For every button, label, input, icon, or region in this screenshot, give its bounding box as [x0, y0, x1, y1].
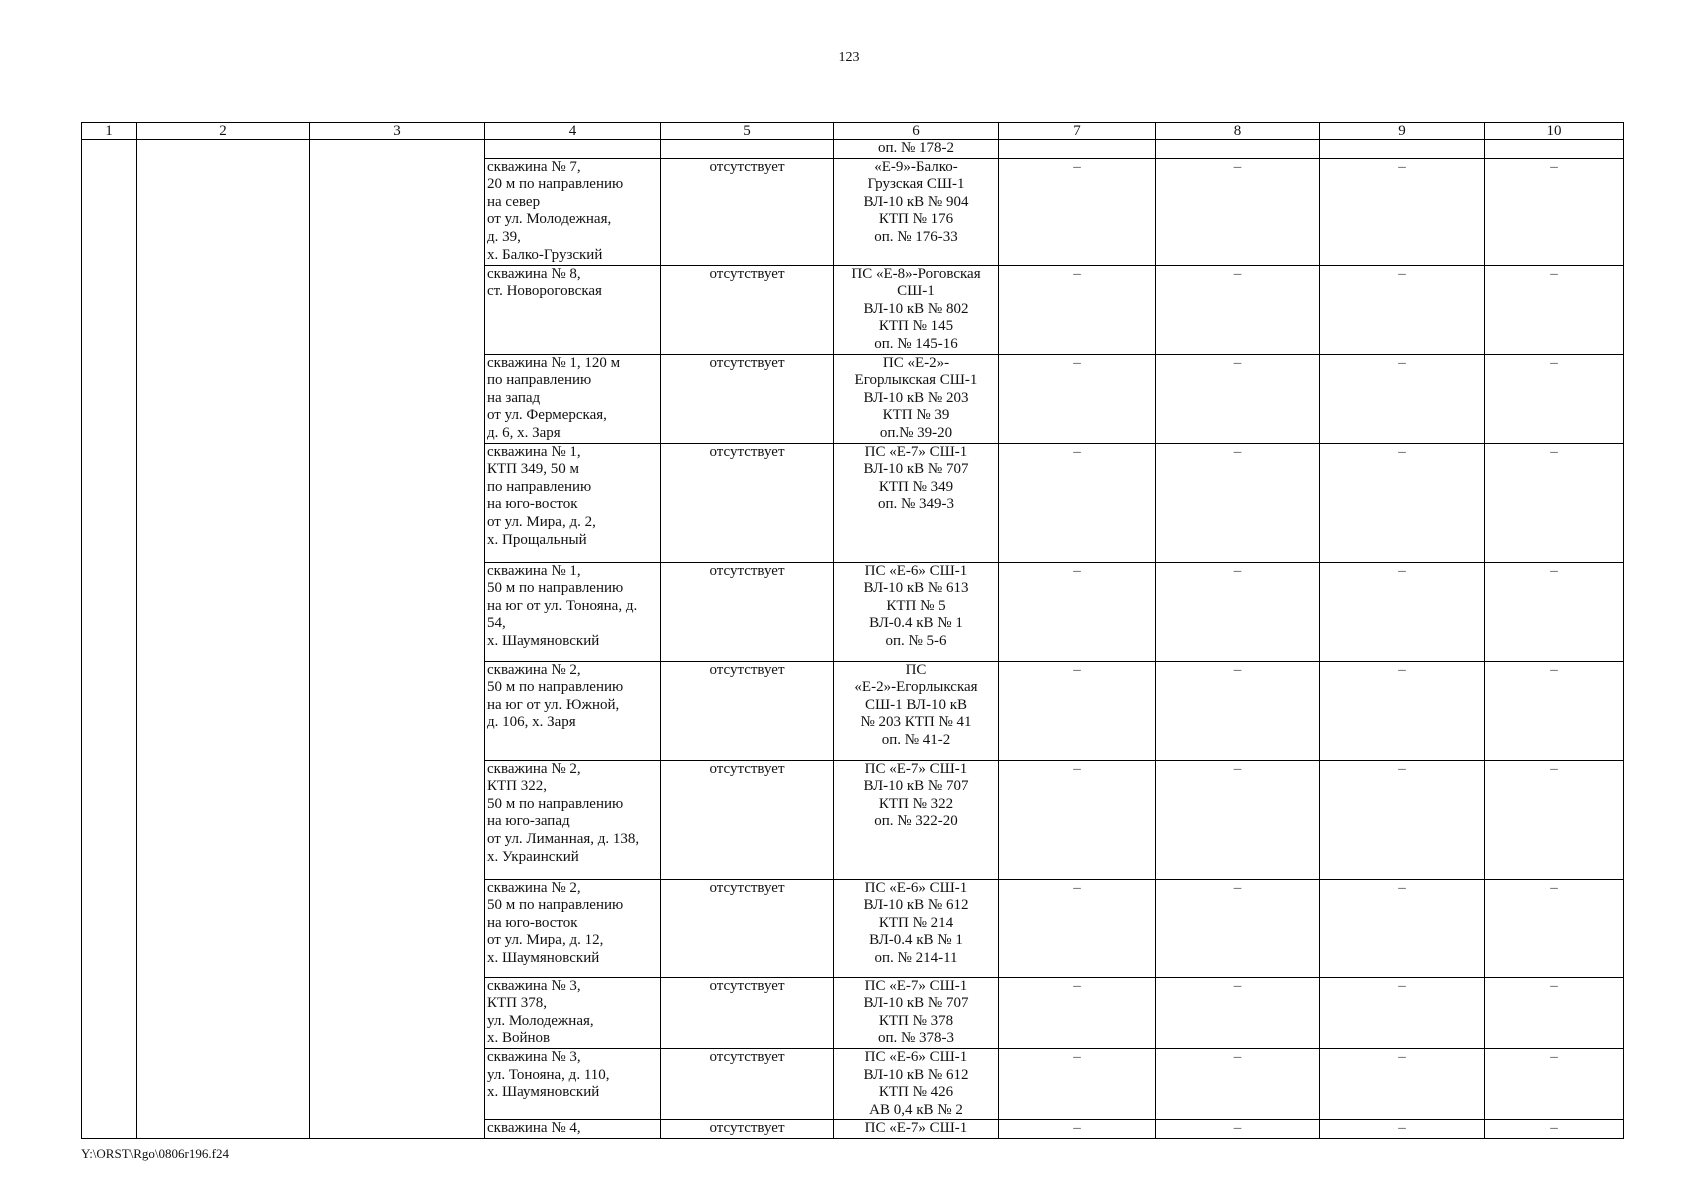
- sanitary-zone: отсутствует: [661, 879, 834, 977]
- cell-col8: –: [1156, 760, 1320, 879]
- power-supply: ПС «Е-8»-Роговская СШ-1 ВЛ-10 кВ № 802 КТП № 145 оп. № 145-16: [834, 265, 999, 354]
- cell-col8: –: [1156, 977, 1320, 1048]
- well-location: скважина № 1, 120 м по направлению на запад от ул. Фермерская, д. 6, х. Заря: [485, 354, 661, 443]
- cell-col10: [1485, 140, 1624, 159]
- cell-col7: [999, 140, 1156, 159]
- well-location: скважина № 8, ст. Новороговская: [485, 265, 661, 354]
- cell-col10: –: [1485, 879, 1624, 977]
- cell-col10: –: [1485, 1048, 1624, 1119]
- cell-col8: –: [1156, 265, 1320, 354]
- cell-col9: –: [1320, 443, 1485, 562]
- cell-col7: –: [999, 661, 1156, 760]
- column-header: 8: [1156, 123, 1320, 140]
- cell-col9: –: [1320, 1048, 1485, 1119]
- cell-col8: –: [1156, 354, 1320, 443]
- cell-col8: –: [1156, 562, 1320, 661]
- power-supply: «Е-9»-Балко- Грузская СШ-1 ВЛ-10 кВ № 904 КТП № 176 оп. № 176-33: [834, 158, 999, 265]
- power-supply: ПС «Е-7» СШ-1 ВЛ-10 кВ № 707 КТП № 349 оп. № 349-3: [834, 443, 999, 562]
- sanitary-zone: отсутствует: [661, 562, 834, 661]
- cell-col7: –: [999, 760, 1156, 879]
- cell-col9: –: [1320, 760, 1485, 879]
- power-supply: ПС «Е-6» СШ-1 ВЛ-10 кВ № 613 КТП № 5 ВЛ-0.4 кВ № 1 оп. № 5-6: [834, 562, 999, 661]
- power-supply: ПС «Е-2»- Егорлыкская СШ-1 ВЛ-10 кВ № 203 КТП № 39 оп.№ 39-20: [834, 354, 999, 443]
- cell-col8: –: [1156, 1120, 1320, 1139]
- column-header: 1: [82, 123, 137, 140]
- sanitary-zone: отсутствует: [661, 443, 834, 562]
- power-supply: ПС «Е-7» СШ-1: [834, 1120, 999, 1139]
- cell-col1: [82, 140, 137, 1139]
- cell-col9: –: [1320, 1120, 1485, 1139]
- cell-col7: –: [999, 977, 1156, 1048]
- sanitary-zone: отсутствует: [661, 1048, 834, 1119]
- sanitary-zone: отсутствует: [661, 158, 834, 265]
- cell-col9: –: [1320, 661, 1485, 760]
- cell-col8: –: [1156, 443, 1320, 562]
- sanitary-zone: отсутствует: [661, 760, 834, 879]
- cell-col9: –: [1320, 354, 1485, 443]
- cell-col9: –: [1320, 158, 1485, 265]
- column-header: 3: [310, 123, 485, 140]
- cell-col10: –: [1485, 354, 1624, 443]
- power-supply: ПС «Е-2»-Егорлыкская СШ-1 ВЛ-10 кВ № 203 КТП № 41 оп. № 41-2: [834, 661, 999, 760]
- header-row: [82, 123, 1624, 140]
- cell-col9: –: [1320, 879, 1485, 977]
- cell-col10: –: [1485, 443, 1624, 562]
- cell-col7: –: [999, 354, 1156, 443]
- table-row: [82, 140, 1624, 159]
- cell-col2: [137, 140, 310, 1139]
- sanitary-zone: отсутствует: [661, 977, 834, 1048]
- cell-col7: –: [999, 1048, 1156, 1119]
- cell-col10: –: [1485, 158, 1624, 265]
- column-header: 10: [1485, 123, 1624, 140]
- cell-col10: –: [1485, 265, 1624, 354]
- cell-col7: –: [999, 265, 1156, 354]
- power-supply: ПС «Е-6» СШ-1 ВЛ-10 кВ № 612 КТП № 214 ВЛ-0.4 кВ № 1 оп. № 214-11: [834, 879, 999, 977]
- cell-col7: –: [999, 443, 1156, 562]
- well-location: скважина № 2, 50 м по направлению на юго-восток от ул. Мира, д. 12, х. Шаумяновский: [485, 879, 661, 977]
- column-header: 5: [661, 123, 834, 140]
- well-location: скважина № 4,: [485, 1120, 661, 1139]
- well-location: скважина № 1, 50 м по направлению на юг от ул. Тонояна, д. 54, х. Шаумяновский: [485, 562, 661, 661]
- column-header: 9: [1320, 123, 1485, 140]
- column-header: 7: [999, 123, 1156, 140]
- well-location: скважина № 3, ул. Тонояна, д. 110, х. Шаумяновский: [485, 1048, 661, 1119]
- power-supply: ПС «Е-7» СШ-1 ВЛ-10 кВ № 707 КТП № 378 оп. № 378-3: [834, 977, 999, 1048]
- column-header: 6: [834, 123, 999, 140]
- cell-col7: –: [999, 562, 1156, 661]
- sanitary-zone: отсутствует: [661, 265, 834, 354]
- cell-col10: –: [1485, 562, 1624, 661]
- column-header: 4: [485, 123, 661, 140]
- sanitary-zone: отсутствует: [661, 1120, 834, 1139]
- well-location: [485, 140, 661, 159]
- cell-col7: –: [999, 879, 1156, 977]
- well-location: скважина № 2, 50 м по направлению на юг от ул. Южной, д. 106, х. Заря: [485, 661, 661, 760]
- cell-col8: –: [1156, 158, 1320, 265]
- file-path-footer: Y:\ORST\Rgo\0806r196.f24: [81, 1146, 229, 1161]
- cell-col10: –: [1485, 977, 1624, 1048]
- column-header: 2: [137, 123, 310, 140]
- cell-col8: [1156, 140, 1320, 159]
- cell-col3: [310, 140, 485, 1139]
- table-body: [82, 140, 1624, 1139]
- cell-col9: –: [1320, 977, 1485, 1048]
- cell-col7: –: [999, 158, 1156, 265]
- cell-col10: –: [1485, 760, 1624, 879]
- well-location: скважина № 3, КТП 378, ул. Молодежная, х. Войнов: [485, 977, 661, 1048]
- cell-col7: –: [999, 1120, 1156, 1139]
- well-location: скважина № 2, КТП 322, 50 м по направлению на юго-запад от ул. Лиманная, д. 138, х. Украинский: [485, 760, 661, 879]
- data-table: [81, 122, 1624, 1139]
- sanitary-zone: отсутствует: [661, 661, 834, 760]
- power-supply: оп. № 178-2: [834, 140, 999, 159]
- power-supply: ПС «Е-6» СШ-1 ВЛ-10 кВ № 612 КТП № 426 АВ 0,4 кВ № 2: [834, 1048, 999, 1119]
- cell-col10: –: [1485, 661, 1624, 760]
- sanitary-zone: отсутствует: [661, 354, 834, 443]
- cell-col8: –: [1156, 661, 1320, 760]
- cell-col9: –: [1320, 562, 1485, 661]
- cell-col9: –: [1320, 265, 1485, 354]
- well-location: скважина № 7, 20 м по направлению на север от ул. Молодежная, д. 39, х. Балко-Грузский: [485, 158, 661, 265]
- cell-col8: –: [1156, 879, 1320, 977]
- cell-col9: [1320, 140, 1485, 159]
- page-number: 123: [838, 50, 860, 65]
- cell-col10: –: [1485, 1120, 1624, 1139]
- well-location: скважина № 1, КТП 349, 50 м по направлению на юго-восток от ул. Мира, д. 2, х. Прощальный: [485, 443, 661, 562]
- cell-col8: –: [1156, 1048, 1320, 1119]
- sanitary-zone: [661, 140, 834, 159]
- power-supply: ПС «Е-7» СШ-1 ВЛ-10 кВ № 707 КТП № 322 оп. № 322-20: [834, 760, 999, 879]
